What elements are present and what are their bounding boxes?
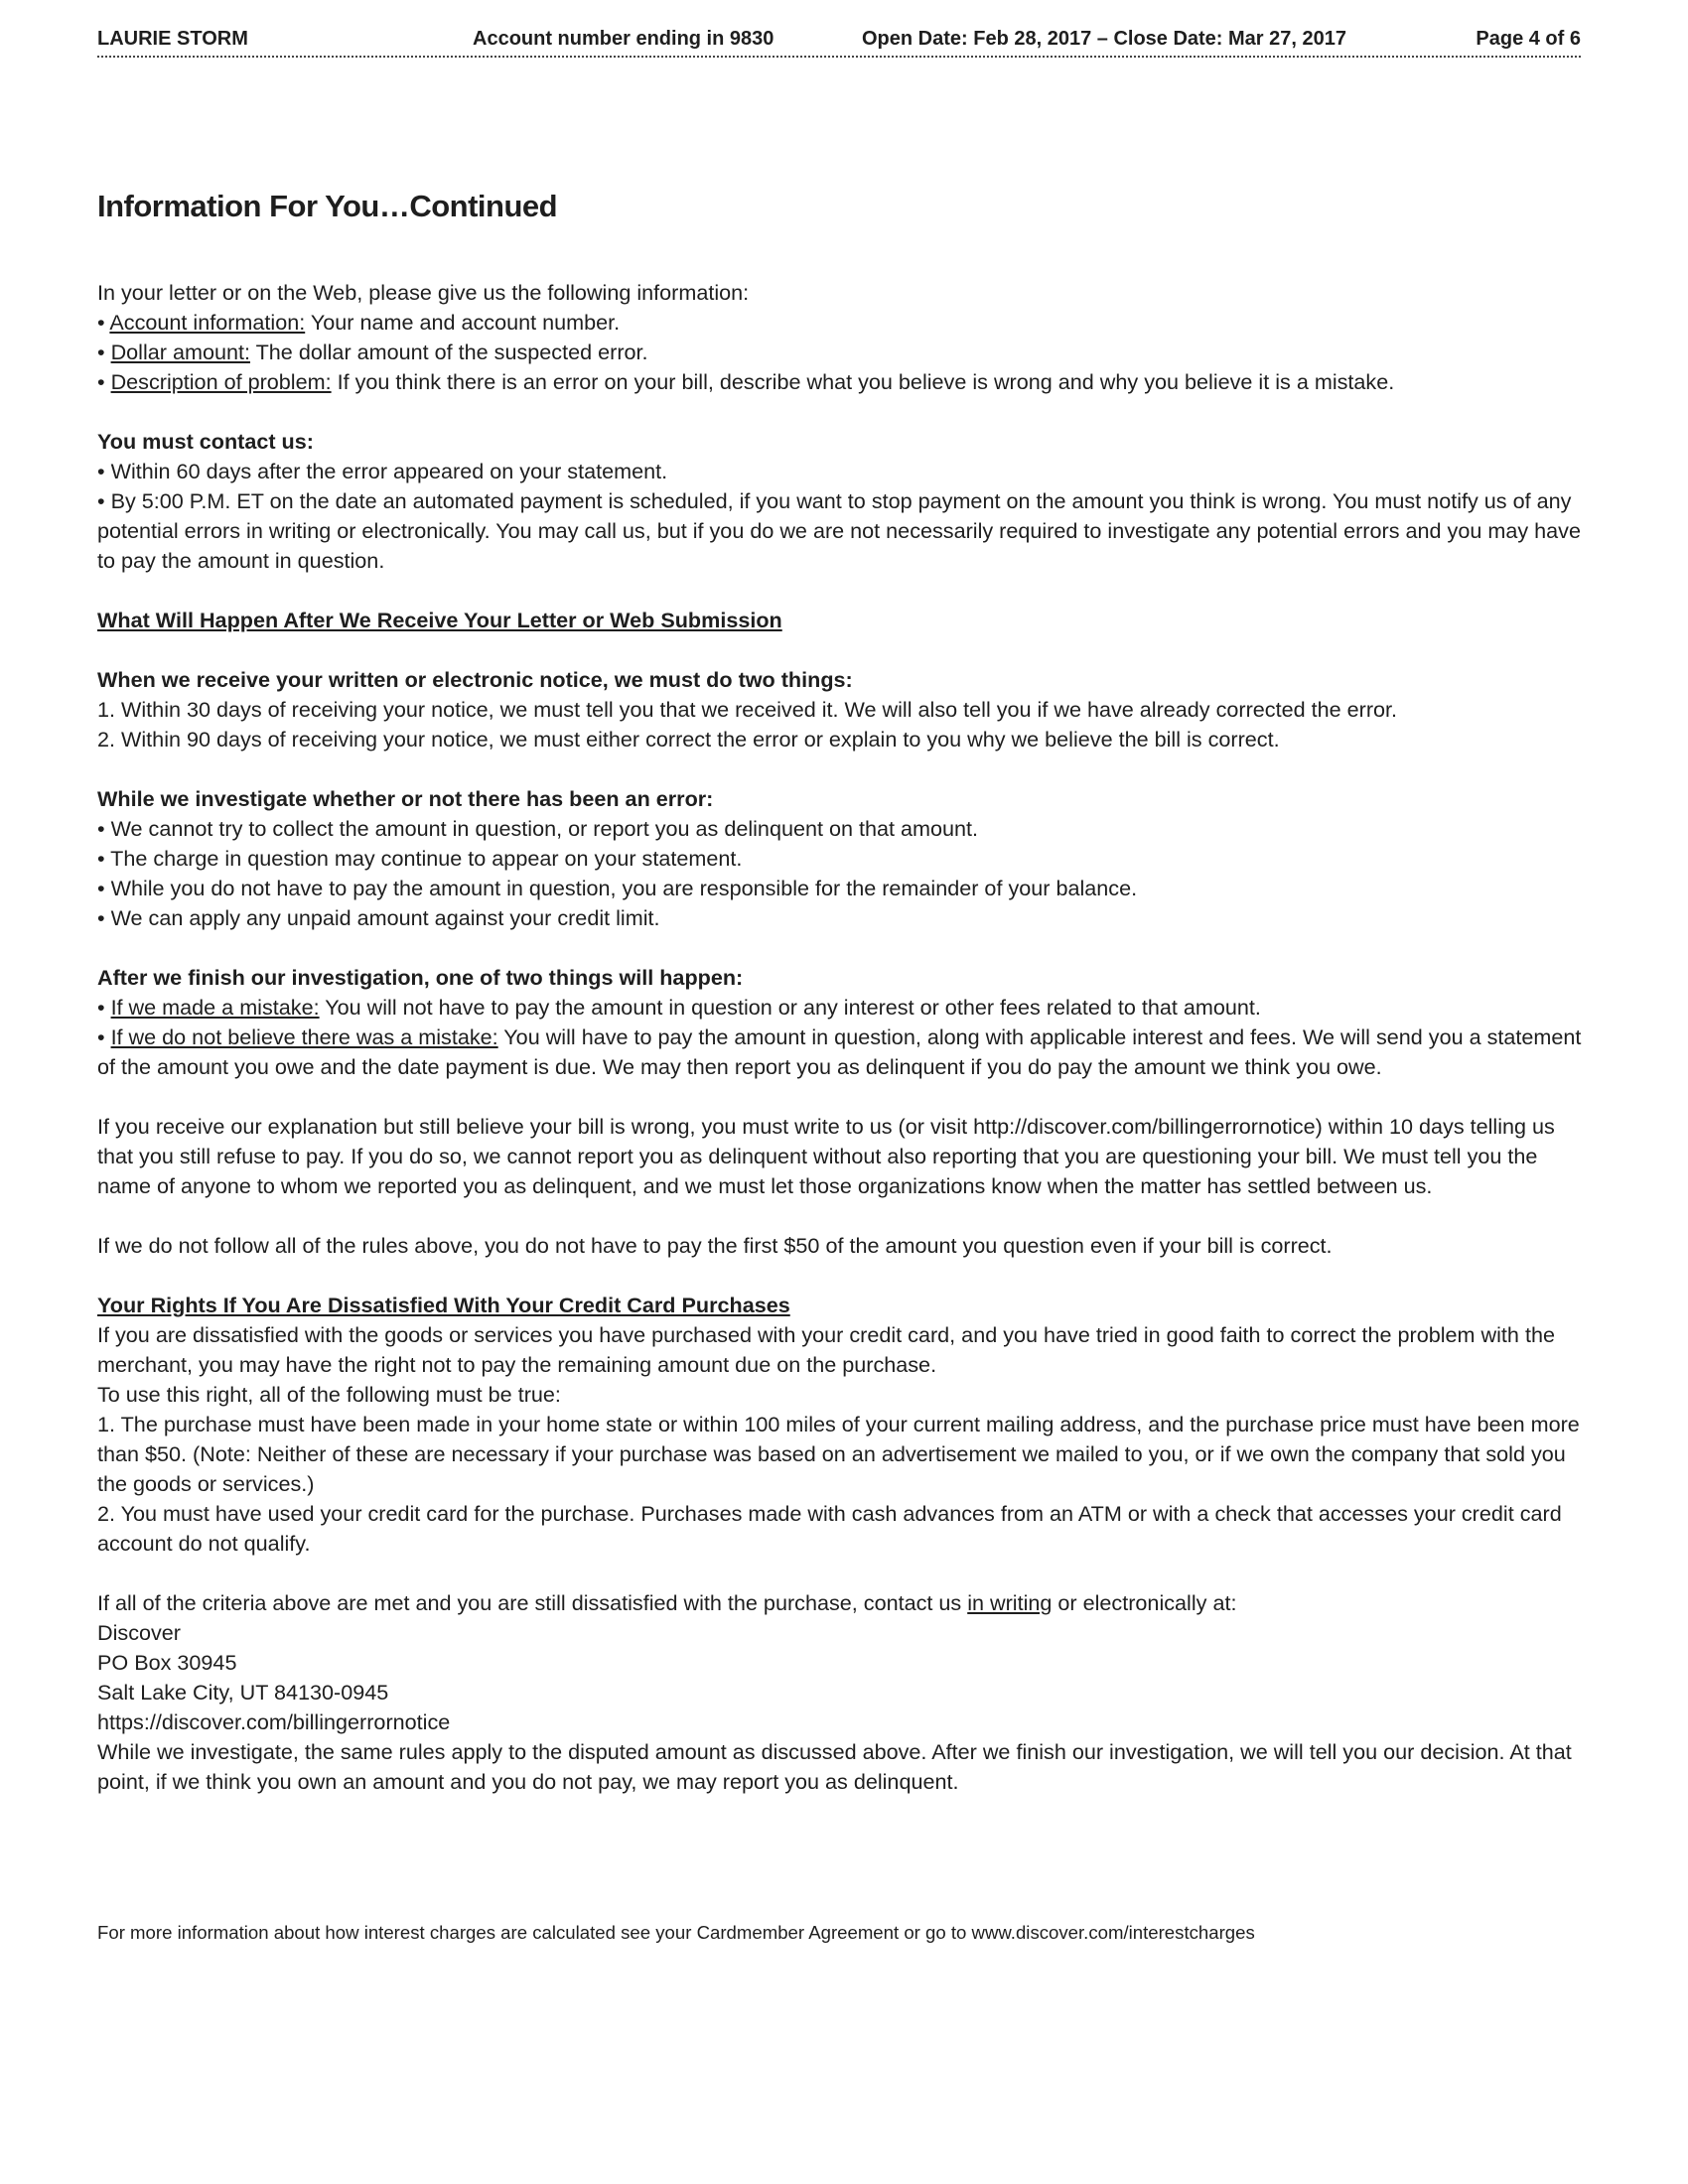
use-right-text: To use this right, all of the following must be true: xyxy=(97,1382,561,1407)
list-item: • The charge in question may continue to appear on your statement. xyxy=(97,846,743,871)
statement-dates: Open Date: Feb 28, 2017 – Close Date: Mar 27, 2017 xyxy=(862,28,1346,50)
section-heading: Your Rights If You Are Dissatisfied With Your Credit Card Purchases xyxy=(97,1293,790,1317)
list-item: 1. The purchase must have been made in your home state or within 100 miles of your current mailing address, and the purchase price must have been more than $50. (Note: Neither of these are necessary if your purchase was based on an advertisement we mailed to you, or if we own the company that sold you the goods or services.) xyxy=(97,1412,1580,1496)
page-title: Information For You…Continued xyxy=(97,189,558,223)
explanation-paragraph: If you receive our explanation but still believe your bill is wrong, you must write to us (or visit http://discover.com/billingerrornotice) within 10 days telling us that you still refuse to pay. If you do so, we cannot report you as delinquent without also reporting that you are questioning your bill. We must tell you the name of anyone to whom we reported you as delinquent, and we must let those organizations know when the matter has settled between us. xyxy=(97,1114,1555,1198)
subsection-heading: After we finish our investigation, one of two things will happen: xyxy=(97,965,744,990)
cardholder-name: LAURIE STORM xyxy=(97,28,248,50)
list-item: • If we made a mistake: You will not have to pay the amount in question or any interest or other fees related to that amount. xyxy=(97,995,1261,1020)
letter-intro: In your letter or on the Web, please give us the following information: xyxy=(97,280,750,305)
address-line: Salt Lake City, UT 84130-0945 xyxy=(97,1680,389,1705)
item-label: If we made a mistake: xyxy=(110,995,320,1020)
item-label: Description of problem: xyxy=(110,369,332,394)
closing-paragraph: While we investigate, the same rules apply to the disputed amount as discussed above. After we finish our investigation, we will tell you our decision. At that point, if we think you own an amount and you do not pay, we may report you as delinquent. xyxy=(97,1739,1572,1794)
account-number: Account number ending in 9830 xyxy=(473,28,774,50)
item-label: Account information: xyxy=(109,310,306,335)
list-item: • Description of problem: If you think there is an error on your bill, describe what you believe is wrong and why you believe it is a mistake. xyxy=(97,369,1395,394)
list-item: 2. You must have used your credit card for the purchase. Purchases made with cash advances from an ATM or with a check that accesses your credit card account do not qualify. xyxy=(97,1501,1562,1556)
list-item: • If we do not believe there was a mistake: You will have to pay the amount in question, along with applicable interest and fees. We will send you a statement of the amount you owe and the date payment is due. We may then report you as delinquent if you do pay the amount we think you owe. xyxy=(97,1024,1582,1079)
item-label: Dollar amount: xyxy=(110,340,250,364)
address-url: https://discover.com/billingerrornotice xyxy=(97,1709,451,1734)
in-writing-text: in writing xyxy=(967,1590,1053,1615)
list-item: • We can apply any unpaid amount against your credit limit. xyxy=(97,905,660,930)
list-item: • Dollar amount: The dollar amount of the suspected error. xyxy=(97,340,648,364)
rules-paragraph: If we do not follow all of the rules above, you do not have to pay the first $50 of the amount you question even if your bill is correct. xyxy=(97,1233,1333,1258)
rights-paragraph: If you are dissatisfied with the goods or services you have purchased with your credit card, and you have tried in good faith to correct the problem with the merchant, you may have the right not to pay the remaining amount due on the purchase. xyxy=(97,1322,1555,1377)
section-heading: What Will Happen After We Receive Your Letter or Web Submission xyxy=(97,608,782,632)
criteria-paragraph: If all of the criteria above are met and you are still dissatisfied with the purchase, contact us in writing or electronically at: xyxy=(97,1590,1237,1615)
document-body xyxy=(97,278,1587,1797)
list-item: • By 5:00 P.M. ET on the date an automated payment is scheduled, if you want to stop payment on the amount you think is wrong. You must notify us of any potential errors in writing or electronically. You may call us, but if you do we are not necessarily required to investigate any potential errors and you may have to pay the amount in question. xyxy=(97,488,1581,573)
list-item: • While you do not have to pay the amount in question, you are responsible for the remainder of your balance. xyxy=(97,876,1138,900)
list-item: • We cannot try to collect the amount in question, or report you as delinquent on that amount. xyxy=(97,816,979,841)
list-item: • Account information: Your name and account number. xyxy=(97,310,621,335)
address-line: PO Box 30945 xyxy=(97,1650,237,1675)
list-item: 2. Within 90 days of receiving your notice, we must either correct the error or explain to you why we believe the bill is correct. xyxy=(97,727,1280,751)
page-header xyxy=(97,26,1581,58)
address-line: Discover xyxy=(97,1620,181,1645)
page-number: Page 4 of 6 xyxy=(1476,28,1581,50)
list-item: 1. Within 30 days of receiving your notice, we must tell you that we received it. We will also tell you if we have already corrected the error. xyxy=(97,697,1398,722)
item-label: If we do not believe there was a mistake: xyxy=(110,1024,498,1049)
subsection-heading: While we investigate whether or not there has been an error: xyxy=(97,786,714,811)
section-heading: You must contact us: xyxy=(97,429,314,454)
subsection-heading: When we receive your written or electronic notice, we must do two things: xyxy=(97,667,853,692)
footer-note: For more information about how interest charges are calculated see your Cardmember Agreement or go to www.discover.com/interestcharges xyxy=(97,1922,1255,1943)
list-item: • Within 60 days after the error appeared on your statement. xyxy=(97,459,668,483)
